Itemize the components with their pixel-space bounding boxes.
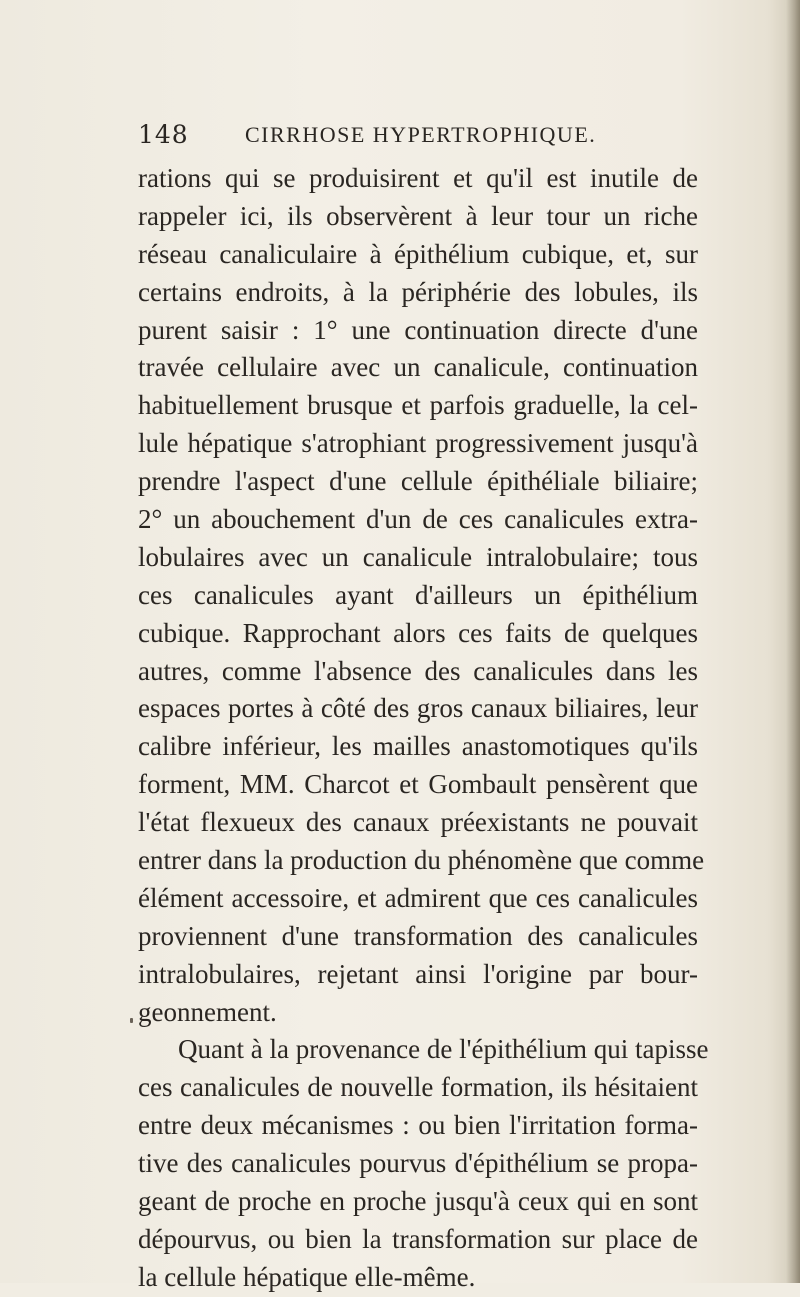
- text-line: forment, MM. Charcot et Gombault pensèrent que: [138, 769, 698, 800]
- text-line: cubique. Rapprochant alors ces faits de quelques: [138, 617, 698, 648]
- text-line: dépourvus, ou bien la transformation sur place de: [138, 1223, 698, 1254]
- text-line: certains endroits, à la périphérie des lobules, ils: [138, 276, 698, 307]
- text-line: geant de proche en proche jusqu'à ceux qui en sont: [138, 1186, 698, 1217]
- text-line: ces canalicules ayant d'ailleurs un épithélium: [138, 579, 698, 610]
- page-edge-shadow: [786, 0, 800, 1283]
- page-number: 148: [138, 120, 189, 149]
- text-line: habituellement brusque et parfois graduelle, la cel-: [138, 390, 698, 421]
- text-line: prendre l'aspect d'une cellule épithéliale biliaire;: [138, 466, 698, 497]
- text-line: rappeler ici, ils observèrent à leur tour un riche: [138, 200, 698, 231]
- text-line: autres, comme l'absence des canalicules dans les: [138, 655, 698, 686]
- text-line: ces canalicules de nouvelle formation, ils hésitaient: [138, 1072, 698, 1103]
- text-line: 2° un abouchement d'un de ces canalicules extra-: [138, 504, 698, 535]
- paragraph-start-line: Quant à la provenance de l'épithélium qui tapisse: [178, 1034, 709, 1065]
- text-line: la cellule hépatique elle-même.: [138, 1261, 476, 1292]
- text-line: proviennent d'une transformation des canalicules: [138, 920, 698, 951]
- text-line: entre deux mécanismes : ou bien l'irritation forma-: [138, 1110, 698, 1141]
- text-line: rations qui se produisirent et qu'il est inutile de: [138, 163, 698, 193]
- text-line: entrer dans la production du phénomène que comme: [138, 845, 705, 876]
- running-head: [138, 116, 658, 156]
- text-line: l'état flexueux des canaux préexistants ne pouvait: [138, 807, 698, 838]
- text-line: travée cellulaire avec un canalicule, continuation: [138, 352, 698, 383]
- text-line: lule hépatique s'atrophiant progressivement jusqu'à: [138, 428, 698, 459]
- text-line: intralobulaires, rejetant ainsi l'origine par bour-: [138, 958, 698, 989]
- ink-speck: [130, 1018, 133, 1023]
- text-line: purent saisir : 1° une continuation directe d'une: [138, 314, 698, 345]
- text-line: lobulaires avec un canalicule intralobulaire; tous: [138, 541, 698, 572]
- text-line: calibre inférieur, les mailles anastomotiques qu'ils: [138, 731, 698, 762]
- text-line: geonnement.: [138, 996, 277, 1027]
- body-text: [138, 160, 709, 1297]
- text-line: élément accessoire, et admirent que ces canalicules: [138, 882, 698, 913]
- running-title: CIRRHOSE HYPERTROPHIQUE.: [245, 122, 597, 147]
- text-line: tive des canalicules pourvus d'épithélium se propa-: [138, 1148, 698, 1179]
- text-line: réseau canaliculaire à épithélium cubique, et, sur: [138, 238, 698, 269]
- text-line: espaces portes à côté des gros canaux biliaires, leur: [138, 693, 698, 724]
